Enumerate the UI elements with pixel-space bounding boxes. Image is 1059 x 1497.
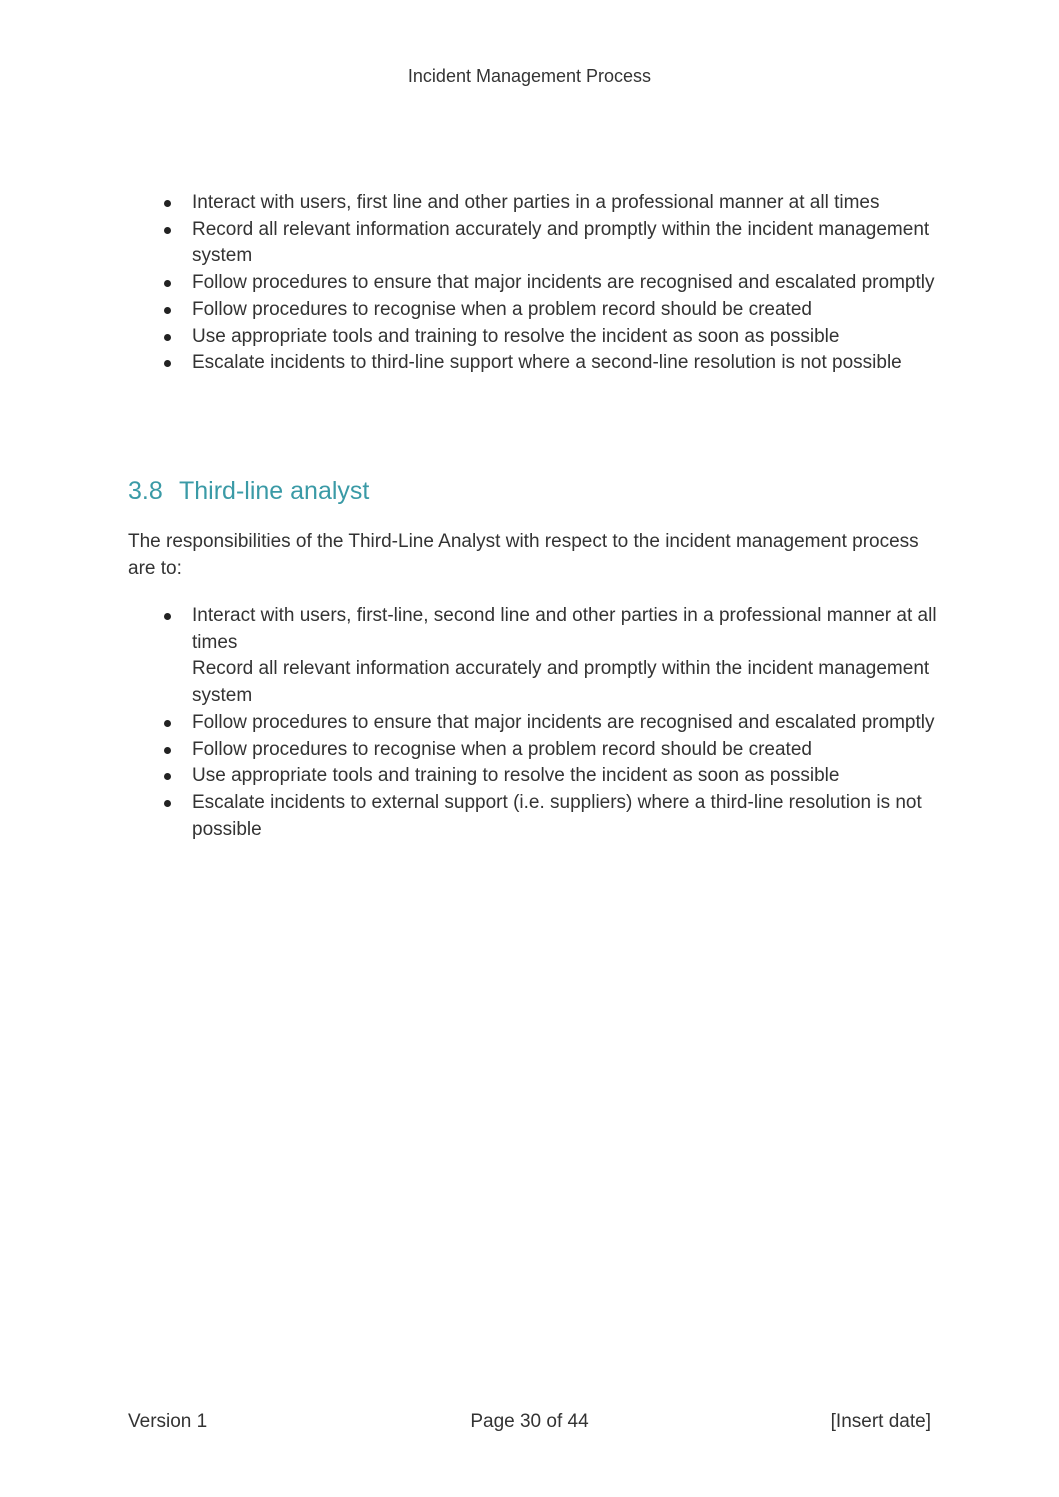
list-item: Follow procedures to ensure that major incidents are recognised and escalated promptly xyxy=(192,710,937,737)
footer-version: Version 1 xyxy=(128,1411,208,1432)
section-title: Third-line analyst xyxy=(179,477,370,505)
footer-date: [Insert date] xyxy=(830,1411,931,1432)
footer-page-number: Page 30 of 44 xyxy=(470,1411,589,1432)
section-intro: The responsibilities of the Third-Line Analyst with respect to the incident management process are to: xyxy=(128,531,919,579)
list-item: Record all relevant information accurately and promptly within the incident management system xyxy=(192,658,930,707)
list-item: Record all relevant information accurately and promptly within the incident management system xyxy=(192,217,937,270)
list-item: Use appropriate tools and training to resolve the incident as soon as possible xyxy=(192,763,937,790)
page-footer xyxy=(128,1408,931,1436)
list-item: Follow procedures to ensure that major incidents are recognised and escalated promptly xyxy=(192,270,937,297)
list-item: Follow procedures to recognise when a problem record should be created xyxy=(192,737,937,764)
responsibilities-list-second-line xyxy=(192,190,937,377)
page-header: Incident Management Process xyxy=(407,66,652,86)
list-item: Interact with users, first-line, second line and other parties in a professional manner at all times xyxy=(192,603,937,656)
list-item: Escalate incidents to external support (i.e. suppliers) where a third-line resolution is not possible xyxy=(192,790,937,843)
list-item: Escalate incidents to third-line support where a second-line resolution is not possible xyxy=(192,350,937,377)
responsibilities-list-third-line xyxy=(192,603,937,843)
list-item: Use appropriate tools and training to resolve the incident as soon as possible xyxy=(192,324,937,351)
section-heading xyxy=(128,474,369,508)
list-item: Follow procedures to recognise when a problem record should be created xyxy=(192,297,937,324)
list-item: Interact with users, first line and other parties in a professional manner at all times xyxy=(192,190,937,217)
section-number: 3.8 xyxy=(128,477,163,505)
